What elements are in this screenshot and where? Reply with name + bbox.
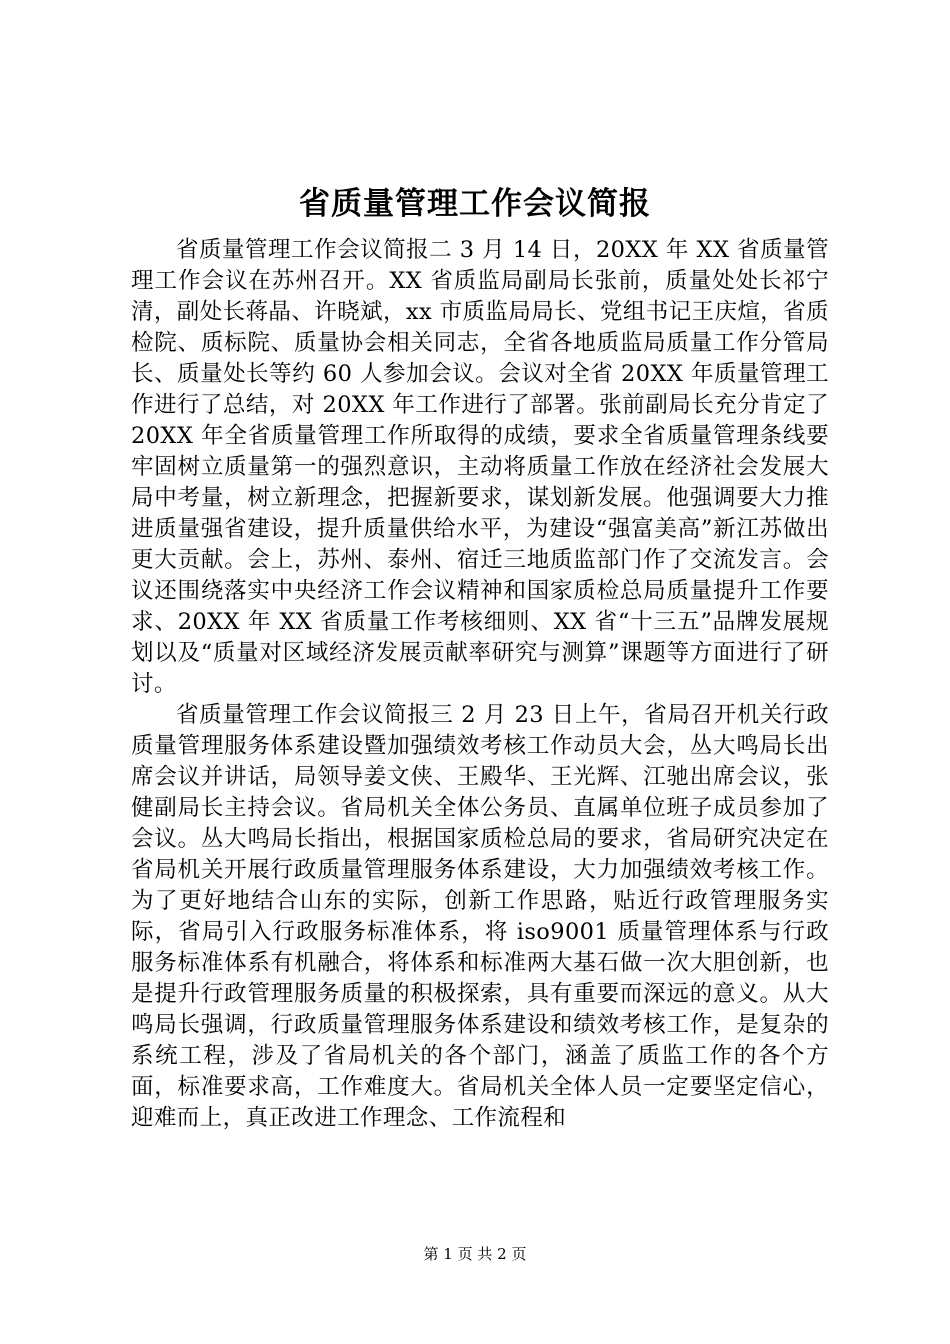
document-body xyxy=(131,235,829,1134)
document-title: 省质量管理工作会议简报 xyxy=(299,186,651,222)
page-footer: 第 1 页 共 2 页 xyxy=(423,1245,527,1263)
paragraph-1: 省质量管理工作会议简报二 3 月 14 日，20XX 年 XX 省质量管理工作会议在苏州召开。XX 省质监局副局长张前，质量处处长祁宁清，副处长蒋晶、许晓斌，xx 市质监局局长、党组书记王庆煊，省质检院、质标院、质量协会相关同志，全省各地质监局质量工作分管局长、质量处长等约 60 人参加会议。会议对全省 20XX 年质量管理工作进行了总结，对 20XX 年工作进行了部署。张前副局长充分肯定了 20XX 年全省质量管理工作所取得的成绩，要求全省质量管理条线要牢固树立质量第一的强烈意识，主动将质量工作放在经济社会发展大局中考量，树立新理念，把握新要求，谋划新发展。他强调要大力推进质量强省建设，提升质量供给水平，为建设“强富美高”新江苏做出更大贡献。会上，苏州、泰州、宿迁三地质监部门作了交流发言。会议还围绕落实中央经济工作会议精神和国家质检总局质量提升工作要求、20XX 年 XX 省质量工作考核细则、XX 省“十三五”品牌发展规划以及“质量对区域经济发展贡献率研究与测算”课题等方面进行了研讨。 xyxy=(131,237,829,697)
paragraph-2: 省质量管理工作会议简报三 2 月 23 日上午，省局召开机关行政质量管理服务体系建设暨加强绩效考核工作动员大会，丛大鸣局长出席会议并讲话，局领导姜文侠、王殿华、王光辉、江驰出席会议，张健副局长主持会议。省局机关全体公务员、直属单位班子成员参加了会议。丛大鸣局长指出，根据国家质检总局的要求，省局研究决定在省局机关开展行政质量管理服务体系建设，大力加强绩效考核工作。为了更好地结合山东的实际，创新工作思路，贴近行政管理服务实际，省局引入行政服务标准体系，将 iso9001 质量管理体系与行政服务标准体系有机融合，将体系和标准两大基石做一次大胆创新，也是提升行政管理服务质量的积极探索，具有重要而深远的意义。从大鸣局长强调，行政质量管理服务体系建设和绩效考核工作，是复杂的系统工程，涉及了省局机关的各个部门，涵盖了质监工作的各个方面，标准要求高，工作难度大。省局机关全体人员一定要坚定信心，迎难而上，真正改进工作理念、工作流程和 xyxy=(131,702,829,1131)
